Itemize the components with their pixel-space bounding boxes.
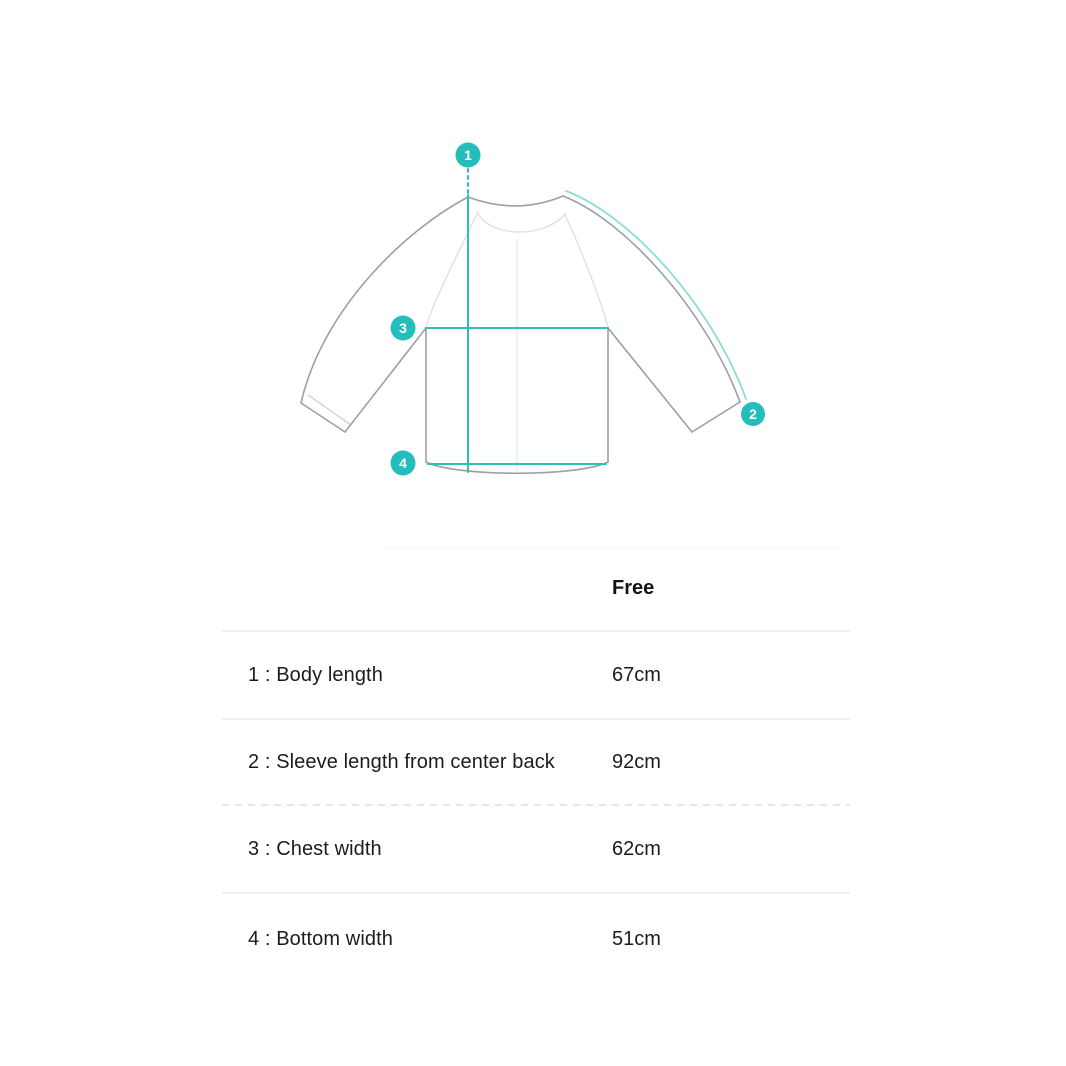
garment-outline [301, 196, 740, 473]
marker-4-number: 4 [399, 455, 407, 471]
left-raglan-seam [426, 214, 477, 327]
table-row [222, 894, 850, 984]
sleeve-length-line [566, 191, 746, 399]
table-header-row [222, 547, 850, 630]
garment-diagram [0, 0, 1066, 530]
row-label: 1 : Body length [248, 663, 383, 686]
marker-3 [391, 316, 416, 341]
size-table [222, 547, 850, 984]
row-label: 2 : Sleeve length from center back [248, 750, 555, 773]
size-column-header: Free [612, 577, 655, 599]
row-label: 4 : Bottom width [248, 927, 393, 950]
marker-3-number: 3 [399, 320, 407, 336]
table-row [222, 632, 850, 718]
marker-4 [391, 451, 416, 476]
row-value: 51cm [612, 927, 661, 950]
marker-1 [456, 143, 481, 168]
marker-1-number: 1 [464, 147, 472, 163]
marker-2 [741, 402, 765, 426]
row-value: 62cm [612, 837, 661, 860]
front-neckline [477, 212, 566, 232]
row-value: 67cm [612, 663, 661, 686]
row-label: 3 : Chest width [248, 837, 382, 860]
marker-2-number: 2 [749, 406, 757, 422]
right-raglan-seam [565, 215, 608, 327]
table-row [222, 720, 850, 804]
left-cuff-seam [308, 395, 351, 425]
row-value: 92cm [612, 750, 661, 773]
table-row [222, 806, 850, 892]
